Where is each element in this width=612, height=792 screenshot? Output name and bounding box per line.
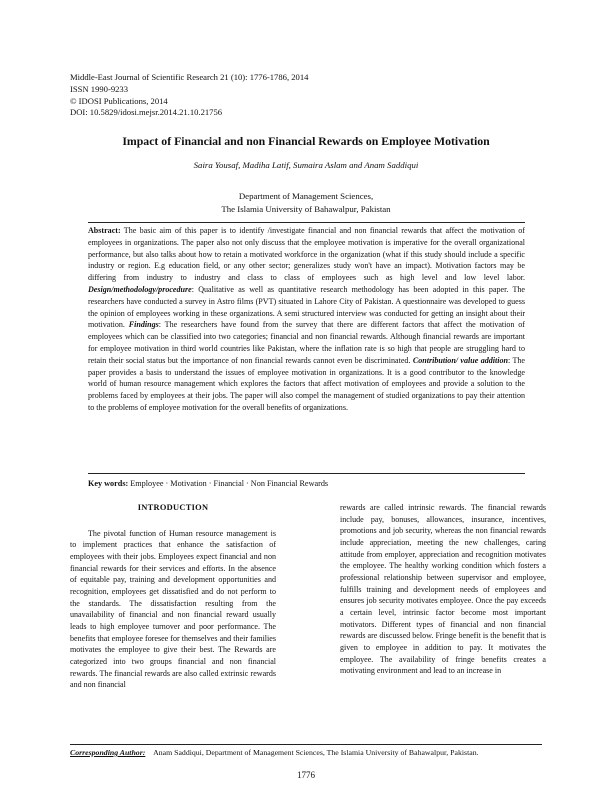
page-number: 1776 (297, 770, 315, 780)
abstract-bottom-rule (88, 473, 525, 474)
doi: DOI: 10.5829/idosi.mejsr.2014.21.10.21756 (70, 107, 223, 118)
author-list: Saira Yousaf, Madiha Latif, Sumaira Aslam and Anam Saddiqui (193, 160, 419, 170)
abstract-text-3: : The researchers have found from the survey that there are different factors that affect the motivation of employees which can be classified into two categories; financial and non financial rewards. Although financial rewards are important for employee motivation in third world countries like Pakistan, where the inflation rate is so high that people are struggling hard to retain their social status but the importance of non financial rewards cannot even be discriminated. (88, 320, 525, 365)
abstract-label: Abstract: (88, 226, 121, 235)
abstract-text-1: The basic aim of this paper is to identify /investigate financial and non financial rewards that affect the motivation of employees in organizations. The paper also not only discuss that the employee motivation is imperative for the overall organizational performance, but also talks about how to retain a motivated workforce in the organization (what if this study should include a specific industry or region. E.g education field, or any other sector; generalizes study won't have an impact). Motivation factors may be differing from industry to industry and class to class of employees such as high level and low level labor. (88, 226, 525, 283)
keywords-label: Key words: (88, 479, 129, 488)
abstract-text-4: : The paper provides a basis to understand the issues of employee motivation in organizations. It is a good contributor to the knowledge world of human resource management which explores the factors that affect motivation of employees and provide a solution to the problems faced by employees at their jobs. The paper will also compel the management of studied organizations to pay their attention to the problems of employee motivation for the overall benefits of organizations. (88, 355, 525, 412)
affiliation-university: The Islamia University of Bahawalpur, Pakistan (221, 203, 391, 214)
abstract-top-rule (88, 222, 525, 223)
contribution-heading: Contribution/ value addition (412, 355, 508, 365)
journal-citation: Middle-East Journal of Scientific Research 21 (10): 1776-1786, 2014 (70, 72, 309, 82)
journal-header (70, 72, 308, 119)
affiliation (60, 190, 552, 215)
affiliation-department: Department of Management Sciences, (238, 191, 374, 201)
introduction-paragraph-1: The pivotal function of Human resource management is to implement practices that enhance the satisfaction of employees with their jobs. Employees expect financial and non financial rewards for their services and efforts. In the absence of equitable pay, training and development opportunities and recognition, employees get dissatisfied and do not perform to the standards. The dissatisfaction resulting from the unavailability of financial and non financial reward usually leads to high employee turnover and poor performance. The benefits that employee foresee for themselves and their families motivates the employee to give their best. The Rewards are categorized into two groups financial and non financial rewards. The financial rewards are also called extrinsic rewards and non financial (70, 528, 276, 690)
introduction-paragraph-2: rewards are called intrinsic rewards. The financial rewards include pay, bonuses, allowances, insurance, incentives, promotions and job security, whereas the non financial rewards include appreciation, meeting the new challenges, caring attitude from employer, appreciation and recognition motivates the employee. The healthy working condition which fosters a professional relationship between supervisor and employee, fulfills training and development needs of employees and ensures job security motivates employee. Once the pay exceeds a certain level, intrinsic factor become most important motivators. Different types of financial and non financial rewards are discussed below. Fringe benefit is the benefit that is given to employee in addition to pay. It motivates the employee. The availability of fringe benefits creates a motivating environment and lead to an increase in (340, 503, 546, 676)
paper-title: Impact of Financial and non Financial Rewards on Employee Motivation (122, 134, 490, 148)
issn: ISSN 1990-9233 (70, 83, 129, 94)
keywords-text: Employee · Motivation · Financial · Non Financial Rewards (128, 479, 329, 488)
copyright: © IDOSI Publications, 2014 (70, 95, 168, 106)
keywords (88, 478, 525, 489)
introduction-heading: INTRODUCTION (137, 503, 209, 512)
corresponding-author (70, 748, 542, 758)
corresponding-text: Anam Saddiqui, Department of Management Sciences, The Islamia University of Bahawalpur, Pakistan. (153, 748, 479, 757)
column-right (340, 502, 546, 677)
column-left (70, 502, 276, 691)
findings-heading: Findings (128, 320, 159, 330)
abstract (88, 225, 525, 414)
design-heading: Design/methodology/procedure (88, 284, 192, 294)
corresponding-label: Corresponding Author: (70, 748, 146, 757)
footnote-rule (70, 744, 542, 745)
abstract-text-2: : Qualitative as well as quantitative research methodology has been adopted in this paper. The researchers have conducted a survey in Astro films (PVT) situated in Lahore City of Pakistan. A questionnaire was developed to guess the opinion of employees working in these organizations. A semi structured interview was conducted for getting an insight about their motivation. (88, 284, 525, 330)
